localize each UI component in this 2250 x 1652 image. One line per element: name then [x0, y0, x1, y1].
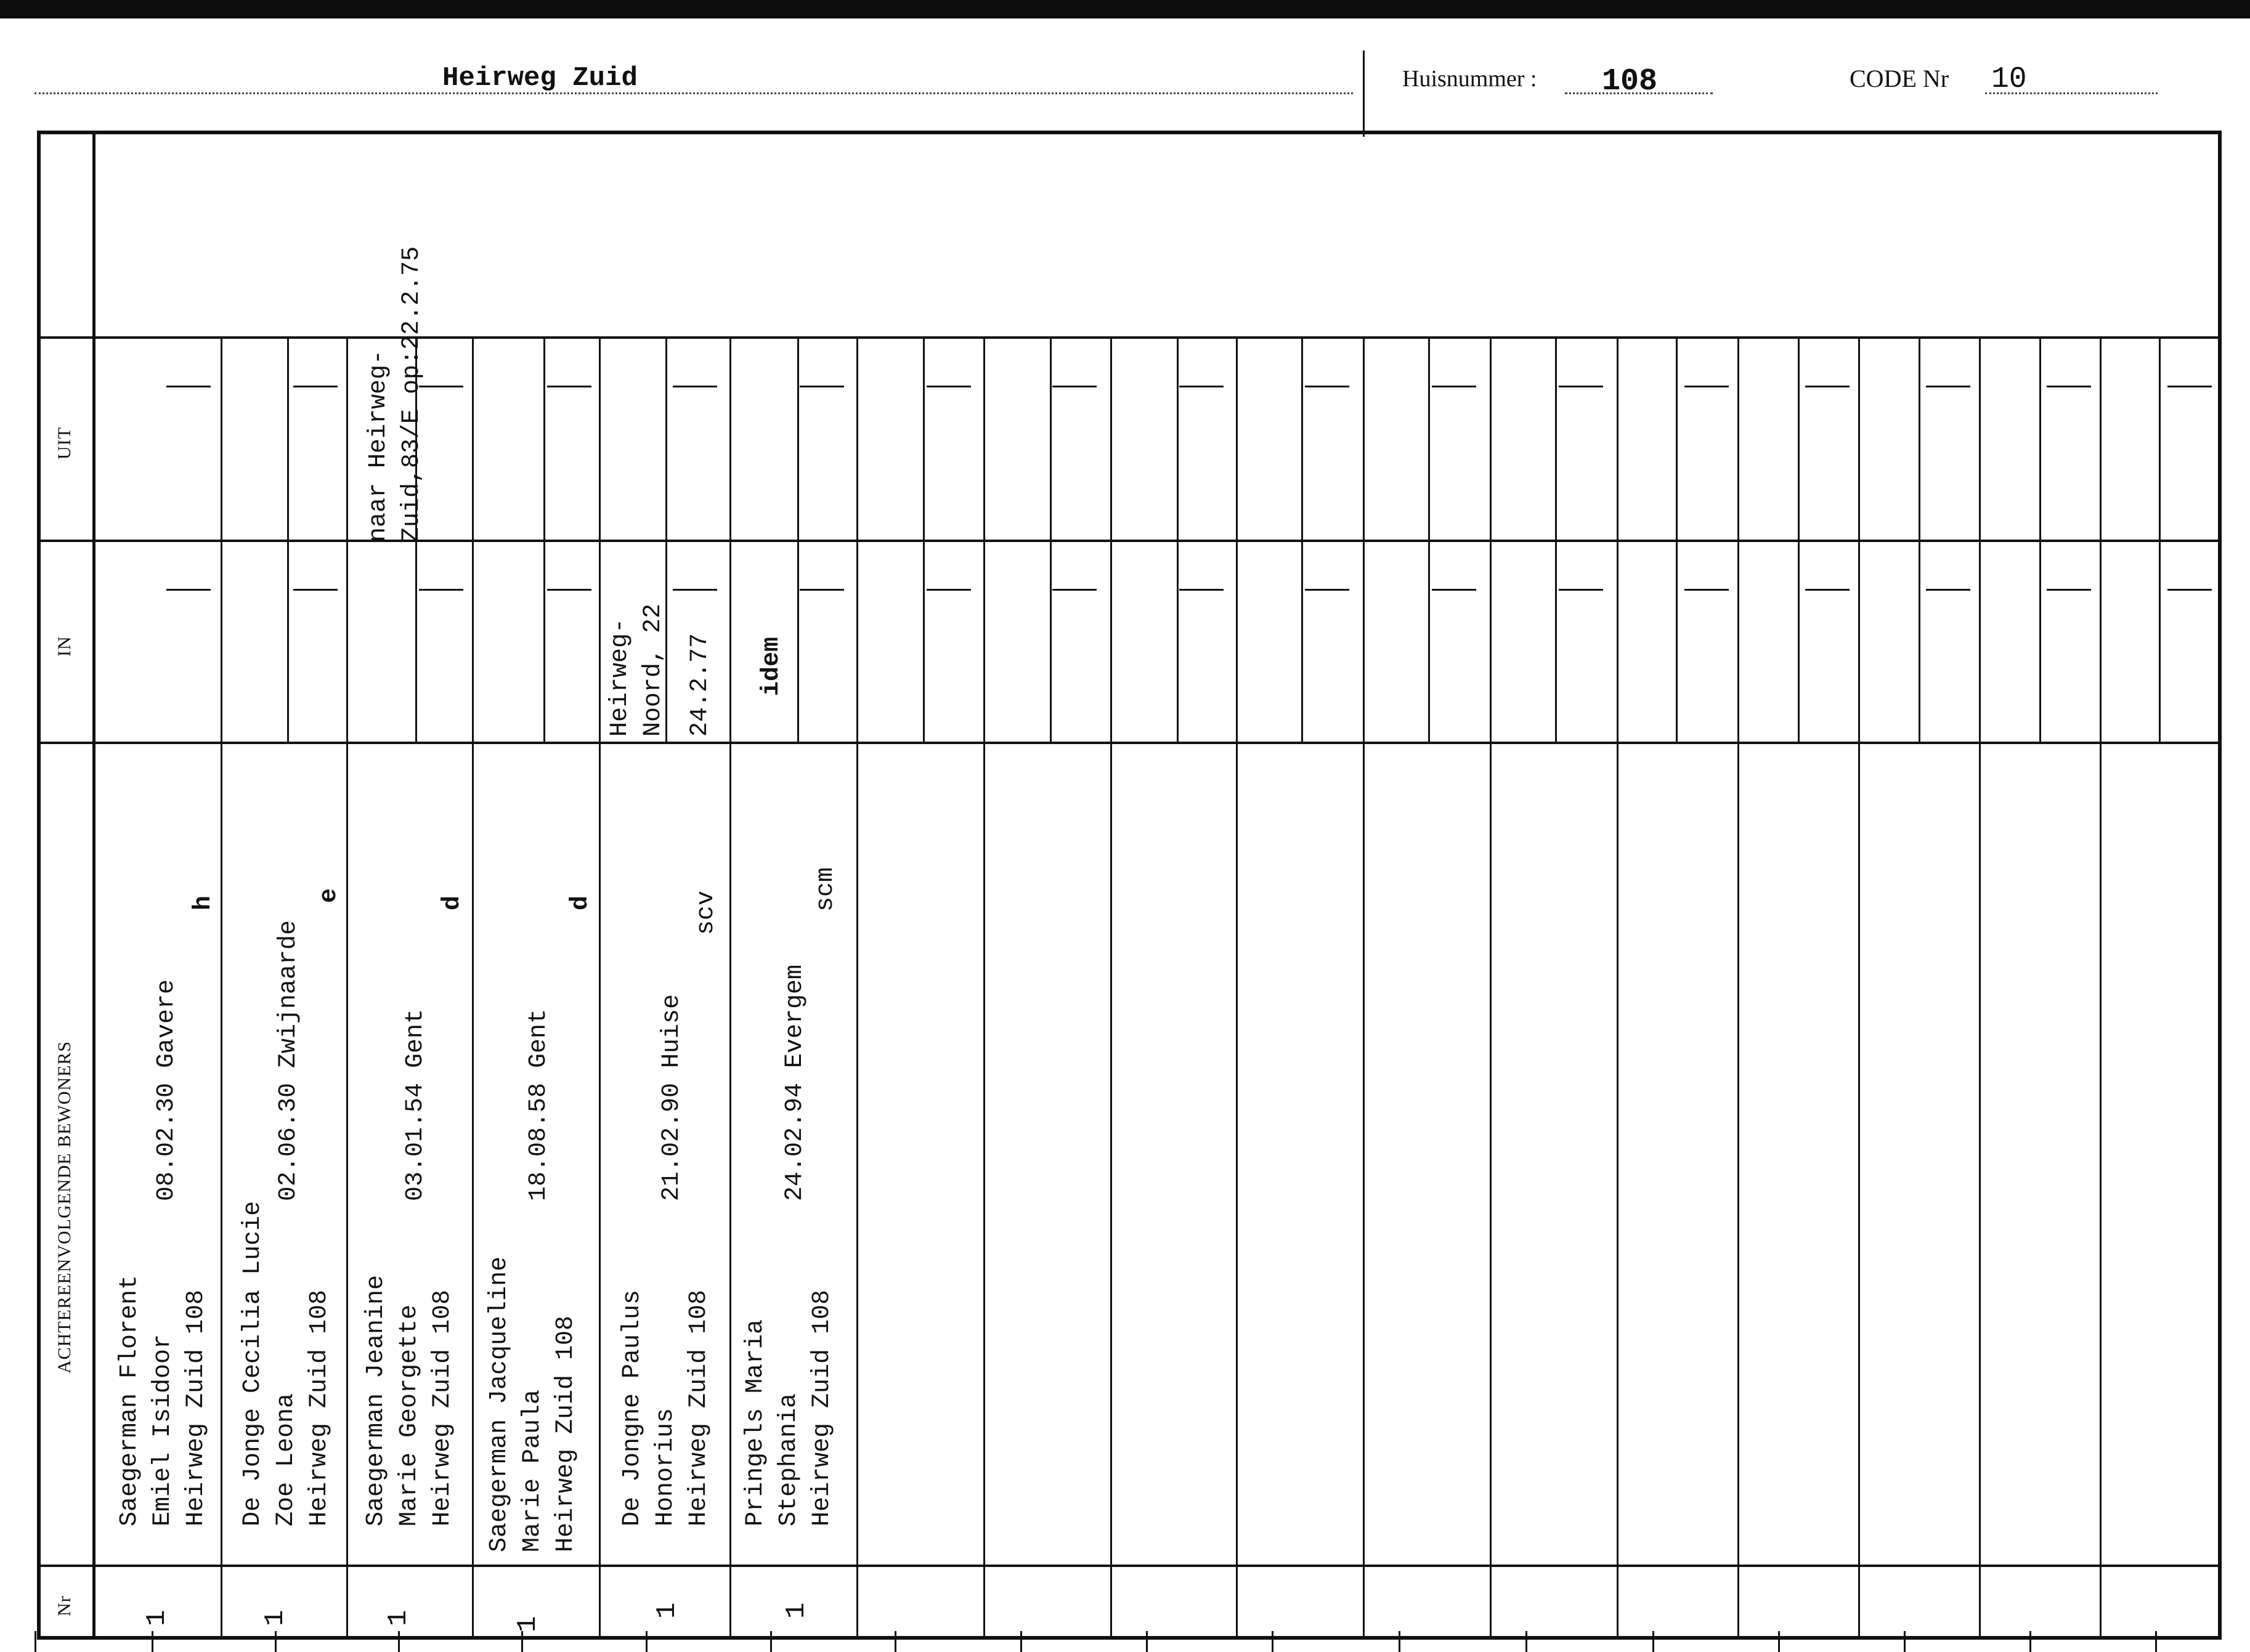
uit-dash-mark	[1052, 386, 1097, 387]
bottom-tick	[521, 1631, 523, 1652]
resident-5-code: scv	[692, 890, 720, 935]
bottom-tick	[1272, 1631, 1273, 1652]
residents-column-divider	[599, 743, 601, 1637]
resident-4-name: Saegerman Jacqueline Marie Paula Heirweg Zuid 108	[485, 1256, 580, 1552]
resident-2-nr: 1	[260, 1609, 291, 1626]
in-dash-mark	[673, 589, 717, 591]
house-number-value: 108	[1602, 64, 1658, 99]
resident-3-uit-note: naar Heirweg- Zuid,83/E op:22.2.75	[365, 246, 426, 542]
residents-column-divider	[983, 743, 985, 1637]
header-divider	[1363, 51, 1365, 137]
code-label: CODE Nr	[1850, 65, 1949, 92]
bottom-tick	[2155, 1631, 2157, 1652]
uit-in-column-divider	[1798, 338, 1800, 743]
uit-dash-mark	[1805, 386, 1850, 387]
uit-dash-mark	[1684, 386, 1729, 387]
in-dash-mark	[1305, 589, 1349, 591]
resident-4-birth: 18.08.58 Gent	[525, 1008, 553, 1201]
in-dash-mark	[927, 589, 971, 591]
uit-dash-mark	[293, 386, 338, 387]
resident-1-code: h	[190, 895, 217, 910]
uit-dash-mark	[2047, 386, 2091, 387]
uit-in-column-divider	[1919, 338, 1920, 743]
uit-dash-mark	[927, 386, 971, 387]
uit-in-column-divider	[1858, 338, 1860, 743]
uit-dash-mark	[2167, 386, 2212, 387]
uit-dash-mark	[1179, 386, 1224, 387]
residents-column-divider	[1236, 743, 1238, 1637]
resident-6-nr: 1	[781, 1602, 812, 1619]
in-dash-mark	[800, 589, 844, 591]
uit-dash-mark	[673, 386, 717, 387]
resident-1-name: Saegerman Florent Emiel Isidoor Heirweg Zuid 108	[116, 1274, 210, 1526]
residents-column-divider	[1737, 743, 1739, 1637]
bottom-tick	[646, 1631, 648, 1652]
uit-dash-mark	[1559, 386, 1603, 387]
uit-in-column-divider	[1177, 338, 1179, 743]
resident-4-code: d	[567, 895, 595, 910]
resident-5-nr: 1	[652, 1602, 683, 1619]
uit-in-column-divider	[346, 338, 348, 743]
uit-label: UIT	[54, 427, 75, 460]
in-dash-mark	[2047, 589, 2091, 591]
bottom-tick	[1652, 1631, 1654, 1652]
in-dash-mark	[1926, 589, 1970, 591]
uit-in-column-divider	[1737, 338, 1739, 743]
resident-5-in-address: Heirweg- Noord, 22	[606, 603, 667, 737]
house-number-underline	[1565, 92, 1713, 94]
residents-column-divider	[1490, 743, 1492, 1637]
label-column-divider	[92, 131, 95, 1640]
in-dash-mark	[1805, 589, 1850, 591]
in-dash-mark	[1179, 589, 1224, 591]
uit-in-column-divider	[1555, 338, 1557, 743]
bottom-tick	[398, 1631, 400, 1652]
scan-top-band	[0, 0, 2250, 18]
uit-in-column-divider	[287, 338, 289, 743]
nr-label: Nr	[54, 1595, 75, 1616]
bottom-tick	[1525, 1631, 1527, 1652]
uit-in-column-divider	[2159, 338, 2161, 743]
resident-5-birth: 21.02.90 Huise	[658, 994, 686, 1201]
uit-in-column-divider	[1236, 338, 1238, 743]
resident-2-name: De Jonge Cecilia Lucie Zoe Leona Heirweg Zuid 108	[239, 1201, 333, 1526]
residents-column-divider	[1617, 743, 1618, 1637]
resident-6-in: idem	[758, 636, 786, 696]
resident-5-in-date: 24.2.77	[686, 633, 714, 737]
in-dash-mark	[1559, 589, 1603, 591]
uit-in-column-divider	[543, 338, 545, 743]
residents-band-top	[37, 742, 2222, 744]
uit-in-column-divider	[472, 338, 474, 743]
uit-in-column-divider	[1110, 338, 1112, 743]
uit-in-column-divider	[2039, 338, 2041, 743]
residents-column-divider	[2100, 743, 2102, 1637]
residents-column-divider	[1858, 743, 1860, 1637]
residents-column-divider	[1110, 743, 1112, 1637]
uit-in-column-divider	[1490, 338, 1492, 743]
resident-3-birth: 03.01.54 Gent	[402, 1008, 429, 1201]
resident-2-code: e	[315, 888, 343, 903]
residents-column-divider	[472, 743, 474, 1637]
uit-dash-mark	[547, 386, 591, 387]
uit-in-column-divider	[1363, 338, 1365, 743]
in-label: IN	[54, 636, 75, 657]
resident-1-nr: 1	[142, 1609, 173, 1626]
resident-4-nr: 1	[513, 1616, 543, 1632]
uit-dash-mark	[1432, 386, 1476, 387]
nr-band-top	[37, 1565, 2222, 1567]
residents-column-divider	[1363, 743, 1365, 1637]
in-dash-mark	[547, 589, 591, 591]
uit-dash-mark	[800, 386, 844, 387]
bottom-tick	[895, 1631, 896, 1652]
bottom-tick	[1399, 1631, 1400, 1652]
uit-in-column-divider	[1301, 338, 1303, 743]
in-dash-mark	[419, 589, 463, 591]
residents-column-divider	[221, 743, 222, 1637]
uit-in-column-divider	[2100, 338, 2102, 743]
code-underline	[1985, 92, 2158, 94]
uit-in-column-divider	[856, 338, 858, 743]
bottom-tick	[1146, 1631, 1148, 1652]
street-name: Heirweg Zuid	[442, 63, 638, 94]
residents-column-divider	[856, 743, 858, 1637]
in-dash-mark	[1432, 589, 1476, 591]
resident-5-name: De Jongne Paulus Honorius Heirweg Zuid 108	[619, 1289, 713, 1526]
resident-3-name: Saegerman Jeanine Marie Georgette Heirweg Zuid 108	[362, 1274, 457, 1526]
in-dash-mark	[293, 589, 338, 591]
uit-in-column-divider	[923, 338, 925, 743]
resident-6-birth: 24.02.94 Evergem	[781, 964, 809, 1201]
resident-3-code: d	[439, 895, 466, 910]
resident-1-birth: 08.02.30 Gavere	[153, 979, 181, 1201]
residents-column-divider	[1979, 743, 1981, 1637]
uit-dash-mark	[1305, 386, 1349, 387]
residents-label: ACHTEREENVOLGENDE BEWONERS	[54, 1040, 75, 1374]
uit-in-column-divider	[1979, 338, 1981, 743]
uit-in-column-divider	[599, 338, 601, 743]
uit-dash-mark	[1926, 386, 1970, 387]
uit-in-column-divider	[1617, 338, 1618, 743]
street-underline	[35, 92, 1353, 94]
in-dash-mark	[166, 589, 211, 591]
bottom-tick	[1904, 1631, 1906, 1652]
resident-3-nr: 1	[383, 1609, 414, 1626]
bottom-tick	[1778, 1631, 1780, 1652]
in-dash-mark	[1052, 589, 1097, 591]
uit-in-column-divider	[983, 338, 985, 743]
code-value: 10	[1991, 63, 2027, 96]
bottom-tick	[1020, 1631, 1022, 1652]
uit-in-column-divider	[221, 338, 222, 743]
resident-6-name: Pringels Maria Stephania Heirweg Zuid 108	[742, 1289, 836, 1526]
bottom-tick	[152, 1631, 153, 1652]
resident-2-birth: 02.06.30 Zwijnaarde	[275, 920, 303, 1201]
bottom-tick	[2029, 1631, 2031, 1652]
residents-column-divider	[729, 743, 731, 1637]
uit-in-column-divider	[1428, 338, 1430, 743]
uit-in-column-divider	[729, 338, 731, 743]
uit-dash-mark	[166, 386, 211, 387]
bottom-tick	[275, 1631, 277, 1652]
resident-6-code: scm	[812, 867, 840, 912]
uit-in-column-divider	[797, 338, 799, 743]
bottom-tick	[770, 1631, 772, 1652]
residents-column-divider	[346, 743, 348, 1637]
in-dash-mark	[2167, 589, 2212, 591]
bottom-tick	[35, 1631, 36, 1652]
uit-in-column-divider	[1050, 338, 1052, 743]
uit-in-column-divider	[1676, 338, 1678, 743]
in-dash-mark	[1684, 589, 1729, 591]
house-number-label: Huisnummer :	[1402, 66, 1537, 92]
